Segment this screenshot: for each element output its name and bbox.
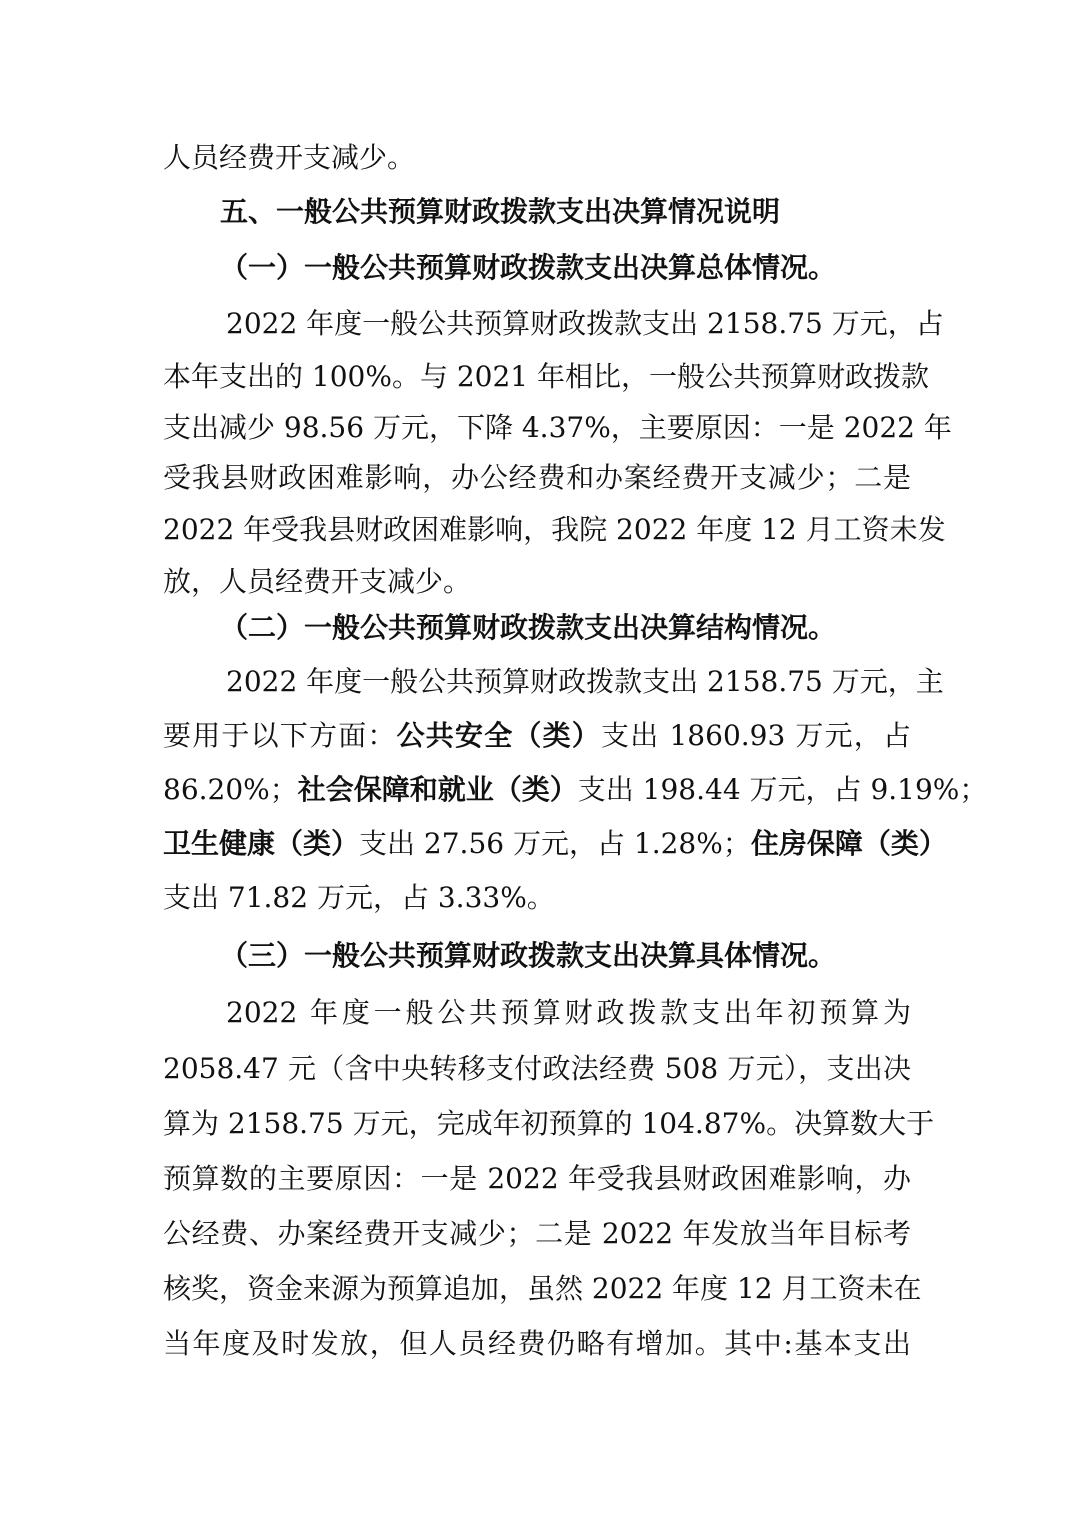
- category-social-security: 社会保障和就业（类）: [297, 773, 578, 806]
- text-run: 要用于以下方面：: [163, 719, 397, 752]
- paragraph-line: 支出 71.82 万元，占 3.33%。: [163, 881, 555, 914]
- section-heading: 五、一般公共预算财政拨款支出决算情况说明: [220, 195, 781, 228]
- paragraph-line: 预算数的主要原因：一是 2022 年受我县财政困难影响，办: [163, 1162, 911, 1195]
- subsection-heading: （三）一般公共预算财政拨款支出决算具体情况。: [220, 939, 837, 972]
- paragraph-line: 2022 年度一般公共预算财政拨款支出 2158.75 万元，主: [226, 665, 944, 698]
- category-health: 卫生健康（类）: [163, 827, 360, 860]
- paragraph-line: 支出减少 98.56 万元，下降 4.37%，主要原因：一是 2022 年: [163, 411, 952, 444]
- paragraph-line: [163, 826, 947, 862]
- text-run: 支出 1860.93 万元，占: [601, 719, 911, 752]
- paragraph-line: 算为 2158.75 万元，完成年初预算的 104.87%。决算数大于: [163, 1107, 935, 1140]
- paragraph-line: 人员经费开支减少。: [163, 141, 416, 174]
- paragraph-line: 2058.47 元（含中央转移支付政法经费 508 万元），支出决: [163, 1052, 911, 1085]
- text-run: 86.20%；: [163, 773, 298, 806]
- subsection-heading: （一）一般公共预算财政拨款支出决算总体情况。: [220, 251, 837, 284]
- paragraph-line: 公经费、办案经费开支减少；二是 2022 年发放当年目标考: [163, 1217, 911, 1250]
- category-housing: 住房保障（类）: [750, 827, 947, 860]
- paragraph-line: 2022 年度一般公共预算财政拨款支出 2158.75 万元，占: [226, 307, 944, 340]
- text-run: 支出 27.56 万元，占 1.28%；: [359, 827, 751, 860]
- paragraph-line: 当年度及时发放，但人员经费仍略有增加。其中:基本支出: [163, 1327, 911, 1360]
- category-public-security: 公共安全（类）: [396, 719, 601, 752]
- paragraph-line: [163, 772, 988, 808]
- paragraph-line: 核奖，资金来源为预算追加，虽然 2022 年度 12 月工资未在: [163, 1272, 922, 1305]
- subsection-heading: （二）一般公共预算财政拨款支出决算结构情况。: [220, 611, 837, 644]
- paragraph-line: 本年支出的 100%。与 2021 年相比，一般公共预算财政拨款: [163, 360, 930, 393]
- paragraph-line: 2022 年受我县财政困难影响，我院 2022 年度 12 月工资未发: [163, 513, 946, 546]
- paragraph-line: [163, 718, 911, 754]
- paragraph-line: 2022 年度一般公共预算财政拨款支出年初预算为: [226, 996, 911, 1029]
- text-run: 支出 198.44 万元，占 9.19%；: [577, 773, 988, 806]
- paragraph-line: 放，人员经费开支减少。: [163, 565, 472, 598]
- paragraph-line: 受我县财政困难影响，办公经费和办案经费开支减少；二是: [163, 461, 911, 494]
